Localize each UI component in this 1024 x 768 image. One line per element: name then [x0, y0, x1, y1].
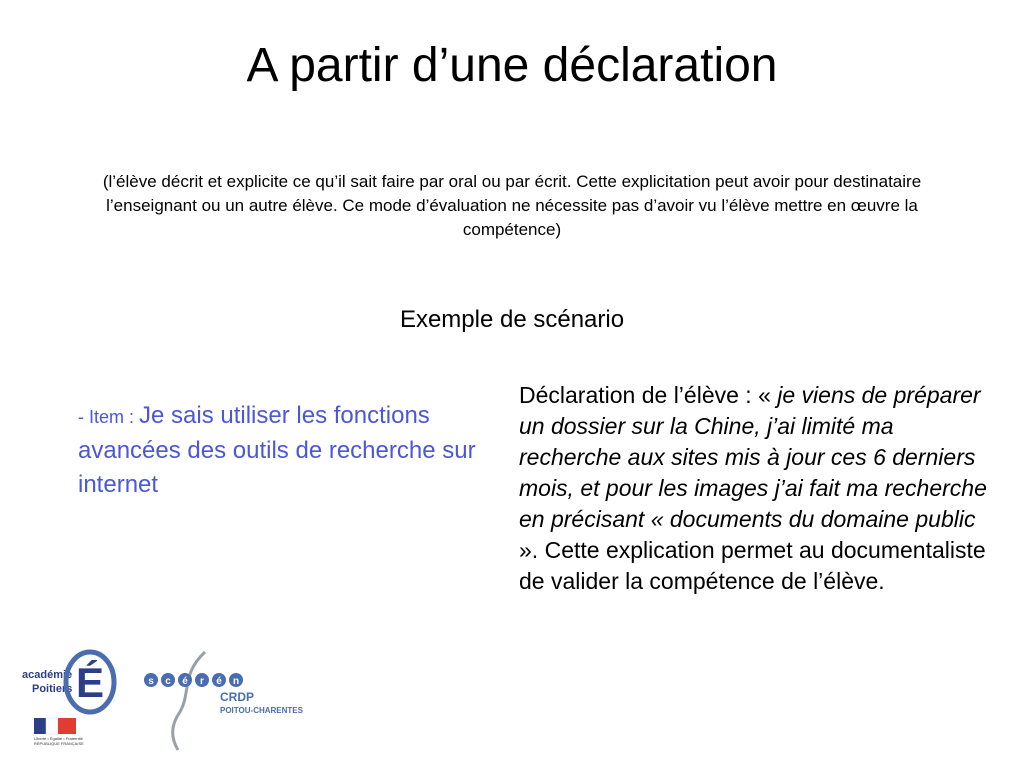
declaration-closing: ».: [519, 537, 539, 563]
item-block: [78, 399, 478, 502]
declaration-explanation: Cette explication permet au documentaliste de valider la compétence de l’élève.: [519, 537, 986, 594]
footer-logos: [20, 640, 320, 760]
poitiers-label: Poitiers: [32, 683, 73, 695]
sceren-letter-2: c: [165, 676, 171, 687]
sceren-crdp-logo: [144, 652, 304, 750]
sceren-letter-1: s: [148, 676, 154, 687]
republique-francaise-logo: [34, 718, 84, 746]
republic-caption: Liberté • Égalité • Fraternité: [34, 736, 83, 741]
declaration-label: Déclaration de l’élève : «: [519, 382, 778, 408]
region-label: POITOU-CHARENTES: [220, 706, 303, 715]
swoosh-icon: [173, 652, 205, 750]
logos-svg: [20, 640, 320, 760]
republic-name: RÉPUBLIQUE FRANÇAISE: [34, 741, 84, 746]
example-heading: Exemple de scénario: [399, 306, 625, 333]
sceren-letter-6: n: [232, 676, 240, 687]
item-prefix: - Item :: [78, 407, 140, 427]
flag-white-band: [46, 718, 58, 734]
sceren-letter-5: é: [216, 676, 222, 687]
academie-letter: É: [75, 659, 105, 706]
sceren-letter-3: é: [182, 676, 188, 687]
slide-title: A partir d’une déclaration: [246, 39, 778, 92]
declaration-block: [519, 380, 989, 597]
academie-label: académie: [22, 669, 73, 681]
intro-paragraph: (l’élève décrit et explicite ce qu’il sait faire par oral ou par écrit. Cette explicitation peut avoir pour destinataire l’enseignant ou un autre élève. Ce mode d’évaluation ne nécessite pas d’avoir vu l’élève mettre en œuvre la compétence): [102, 172, 922, 239]
flag-blue-band: [34, 718, 46, 734]
flag-red-band: [58, 718, 76, 734]
academie-poitiers-logo: [22, 652, 114, 712]
sceren-letter-4: r: [200, 676, 204, 687]
item-text: Je sais utiliser les fonctions avancées des outils de recherche sur internet: [78, 402, 476, 498]
declaration-quote: je viens de préparer un dossier sur la Chine, j’ai limité ma recherche aux sites mis à jour ces 6 derniers mois, et pour les images j’ai fait ma recherche en précisant « documents du domaine public: [519, 382, 987, 532]
crdp-label: CRDP: [220, 690, 255, 704]
